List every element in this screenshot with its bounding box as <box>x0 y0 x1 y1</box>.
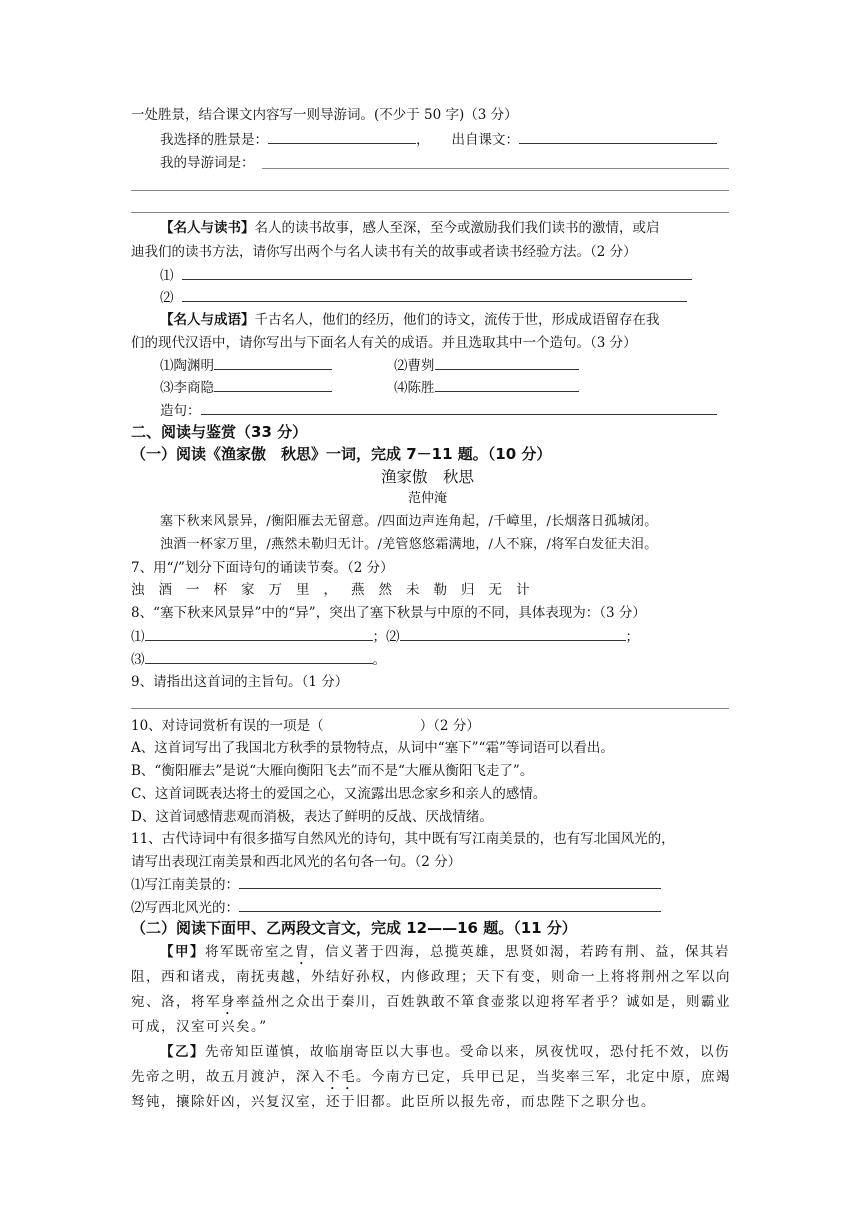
q10-option-c: C、这首词既表达将士的爱国之心，又流露出思念家乡和亲人的感情。 <box>131 786 547 802</box>
sentence-blank[interactable] <box>201 400 717 415</box>
q8-a2-semicolon: ； <box>625 629 639 645</box>
q7-poem-line: 浊酒一杯家万里，燕然未勒归无计 <box>131 582 544 598</box>
q9-answer-blank[interactable] <box>131 708 729 709</box>
poem-author: 范仲淹 <box>408 491 448 506</box>
scene-line <box>160 129 717 150</box>
reading-item-1-blank[interactable] <box>182 265 692 280</box>
jia-line-3 <box>131 992 731 1018</box>
idiom-person-4 <box>394 377 579 398</box>
idiom-person-3-label: ⑶李商隐 <box>160 380 214 396</box>
q11-text-1: 11、古代诗词中有很多描写自然风光的诗句，其中既有写江南美景的，也有写北国风光的， <box>131 831 675 847</box>
jia-line-4: 可成，汉室可兴矣。” <box>131 1019 268 1035</box>
jia-l1-dotted: 胄 <box>295 944 310 960</box>
reading-famous-line1 <box>160 218 660 238</box>
q11-a1-label: ⑴写江南美景的： <box>131 877 239 893</box>
yi-tag: 【乙】 <box>160 1044 205 1060</box>
q8-a3-blank[interactable] <box>145 649 373 664</box>
q8-a2-label: ⑵ <box>386 629 400 645</box>
idiom-person-4-label: ⑷陈胜 <box>394 380 435 396</box>
guide-intro: 一处胜景，结合课文内容写一则导游词。(不少于 50 字)（3 分） <box>131 107 518 123</box>
jia-l3-dotted: 身 <box>221 994 236 1010</box>
section2-sub1: （一）阅读《渔家傲 秋思》一词，完成 7－11 题。（10 分） <box>131 445 552 463</box>
idiom-person-2 <box>394 355 579 376</box>
jia-l3-pre: 宛、洛，将军 <box>131 994 221 1010</box>
yi-l2-post: 。今南方已定，兵甲已足，当奖率三军，北定中原，庶竭 <box>356 1069 731 1085</box>
idiom-famous-line2: 们的现代汉语中，请你写出与下面名人有关的成语。并且选取其中一个造句。（3 分） <box>131 335 637 351</box>
sentence-label: 造句： <box>160 403 201 419</box>
source-answer-blank[interactable] <box>519 129 717 144</box>
q10-option-a: A、这首词写出了我国北方秋季的景物特点，从词中“塞下”“霜”等词语可以看出。 <box>131 740 614 756</box>
reading-famous-line2: 迪我们的读书方法，请你写出两个与名人读书有关的故事或者读书经验方法。（2 分） <box>131 244 637 260</box>
words-label: 我的导游词是： <box>160 155 255 171</box>
scene-answer-blank[interactable] <box>268 129 416 144</box>
q8-a3-period: 。 <box>372 652 386 668</box>
jia-l1-pre: 将军既帝室之 <box>205 944 295 960</box>
q7-text: 7、用“/”划分下面诗句的诵读节奏。（2 分） <box>131 560 394 576</box>
q8-a1-blank[interactable] <box>145 626 373 641</box>
poem-line-1: 塞下秋来风景异，/衡阳雁去无留意。/四面边声连角起，/千嶂里，/长烟落日孤城闭。 <box>160 514 658 529</box>
idiom-person-1-label: ⑴陶渊明 <box>160 358 214 374</box>
words-blank-3[interactable] <box>131 212 729 213</box>
idiom-famous-text1: 千古名人，他们的经历，他们的诗文，流传于世，形成成语留存在我 <box>254 312 660 328</box>
idiom-person-1-blank[interactable] <box>214 355 332 370</box>
reading-item-2-label: ⑵ <box>160 290 174 306</box>
q8-answers-1-2 <box>131 626 639 647</box>
source-label: 出自课文： <box>451 132 519 148</box>
idiom-famous-line1 <box>160 310 660 330</box>
q9-text: 9、请指出这首词的主旨句。（1 分） <box>131 674 349 690</box>
reading-famous-tag: 【名人与读书】 <box>160 220 255 236</box>
q11-text-2: 请写出表现江南美景和西北风光的名句各一句。（2 分） <box>131 854 462 870</box>
q10-text-pre: 10、对诗词赏析有误的一项是（ <box>131 718 324 734</box>
q8-a1-semicolon: ； <box>372 629 386 645</box>
q11-answer-1 <box>131 874 661 895</box>
q10-option-d: D、这首词感情悲观而消极，表达了鲜明的反战、厌战情绪。 <box>131 809 493 825</box>
yi-line-3: 驽钝，攘除奸凶，兴复汉室，还于旧都。此臣所以报先帝，而忠陛下之职分也。 <box>131 1094 656 1110</box>
jia-line-1 <box>160 942 730 968</box>
q10-text <box>131 716 480 736</box>
q10-text-post: ）（2 分） <box>419 718 480 734</box>
yi-l2-pre: 先帝之明，故五月渡泸，深入 <box>131 1069 326 1085</box>
jia-l1-post: ，信义著于四海，总揽英雄，思贤如渴，若跨有荆、益，保其岩 <box>310 944 730 960</box>
sentence-line <box>160 400 717 421</box>
q11-answer-2 <box>131 897 661 918</box>
idiom-person-2-blank[interactable] <box>435 355 579 370</box>
idiom-person-2-label: ⑵曹刿 <box>394 358 435 374</box>
yi-l2-dotted: 不毛 <box>326 1069 356 1085</box>
words-blank-2[interactable] <box>131 190 729 191</box>
poem-line-2: 浊酒一杯家万里，/燕然未勒归无计。/羌管悠悠霜满地，/人不寐，/将军白发征夫泪。 <box>160 537 658 552</box>
q10-option-b: B、“衡阳雁去”是说“大雁向衡阳飞去”而不是“大雁从衡阳飞走了”。 <box>131 763 534 779</box>
q8-text: 8、“塞下秋来风景异”中的“异”，突出了塞下秋景与中原的不同，具体表现为：（3 分） <box>131 605 646 621</box>
scene-label: 我选择的胜景是： <box>160 132 268 148</box>
reading-item-2-blank[interactable] <box>182 287 687 302</box>
reading-famous-text1: 名人的读书故事，感人至深，至今或激励我们我们读书的激情，或启 <box>254 220 660 236</box>
reading-item-2 <box>160 287 687 308</box>
q8-a3-label: ⑶ <box>131 652 145 668</box>
jia-line-2: 阻，西和诸戎，南抚夷越，外结好孙权，内修政理；天下有变，则命一上将将荆州之军以向 <box>131 969 731 985</box>
yi-l1: 先帝知臣谨慎，故临崩寄臣以大事也。受命以来，夙夜忧叹，恐付托不效，以伤 <box>205 1044 730 1060</box>
q11-a2-label: ⑵写西北风光的： <box>131 900 239 916</box>
q11-a1-blank[interactable] <box>239 874 661 889</box>
words-blank-1[interactable] <box>262 168 729 169</box>
yi-line-2 <box>131 1067 731 1093</box>
q11-a2-blank[interactable] <box>239 897 661 912</box>
yi-line-1 <box>160 1042 730 1062</box>
reading-item-1 <box>160 265 692 286</box>
separator: ， <box>416 132 430 148</box>
idiom-person-3-blank[interactable] <box>214 377 332 392</box>
section2-title: 二、阅读与鉴赏（33 分） <box>131 423 308 441</box>
idiom-person-4-blank[interactable] <box>435 377 579 392</box>
jia-tag: 【甲】 <box>160 944 205 960</box>
idiom-person-3 <box>160 377 332 398</box>
poem-title: 渔家傲 秋思 <box>381 468 475 486</box>
sub2-title: （二）阅读下面甲、乙两段文言文，完成 12——16 题。（11 分） <box>131 919 577 937</box>
reading-item-1-label: ⑴ <box>160 268 174 284</box>
q8-answer-3 <box>131 649 386 670</box>
q8-a1-label: ⑴ <box>131 629 145 645</box>
jia-l3-post: 率益州之众出于秦川，百姓孰敢不箪食壶浆以迎将军者乎？诚如是，则霸业 <box>236 994 731 1010</box>
idiom-person-1 <box>160 355 332 376</box>
idiom-famous-tag: 【名人与成语】 <box>160 312 255 328</box>
q8-a2-blank[interactable] <box>400 626 626 641</box>
